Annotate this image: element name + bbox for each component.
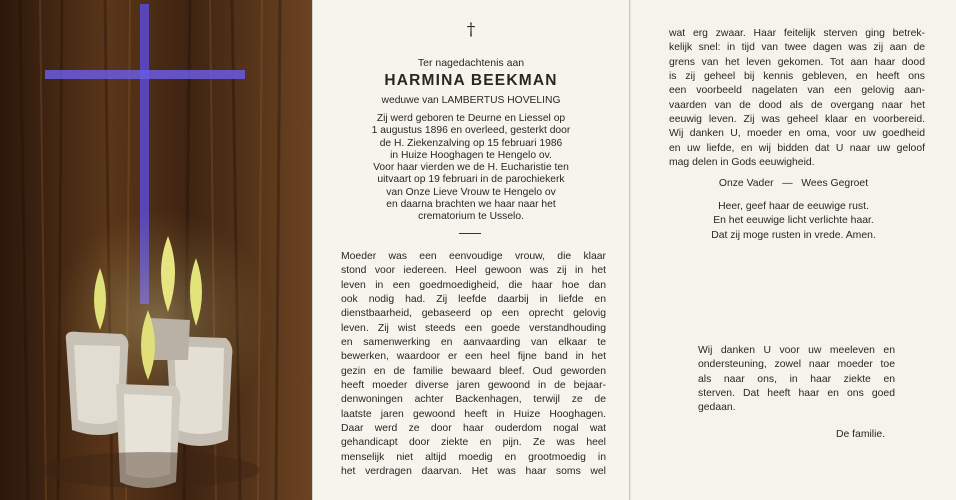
eternal-rest-verse bbox=[631, 200, 956, 243]
tribute-line: wat erg zwaar. Haar feitelijk sterven ging betrek- bbox=[669, 28, 925, 39]
thanks-line: Wij danken U voor uw meeleven en bbox=[698, 345, 895, 356]
tribute-line: leven. Zij wist steeds een goede verstandhouding bbox=[341, 322, 606, 334]
tribute-line: gehandicapt door ziekte en pijn. Ze was heel bbox=[341, 437, 606, 449]
verse-line: Heer, geef haar de eeuwige rust. bbox=[718, 201, 869, 212]
bio-line: crematorium te Usselo. bbox=[418, 211, 524, 223]
bio-line: uitvaart op 19 februari in de parochiekerk bbox=[377, 174, 565, 186]
thanks-block bbox=[698, 344, 895, 416]
tribute-line: en uw liefde, en wij bidden dat U naar uw geloof bbox=[669, 142, 925, 154]
tribute-line: menselijk niet altijd moedig en grootmoedig in bbox=[341, 451, 606, 463]
tribute-line: Moeder was een eenvoudige vrouw, die klaar bbox=[341, 251, 606, 262]
prayer-dash: — bbox=[782, 178, 793, 189]
tribute-line: vaarden van de dood als de overgang naar het bbox=[669, 99, 925, 111]
tribute-line: stond voor iedereen. Heel gewoon was zij in het bbox=[341, 265, 606, 277]
tribute-line: bewerken, waardoor er een heel fijne band in het bbox=[341, 351, 606, 363]
signature: De familie. bbox=[836, 429, 886, 440]
bio-line: en daarna brachten we haar naar het bbox=[386, 199, 556, 211]
tribute-line: gezin en de familie bewaard bleef. Oud geworden bbox=[341, 365, 606, 377]
tribute-line: Wij danken U, moeder en oma, voor uw goedheid bbox=[669, 128, 925, 140]
tribute-line: grens van het leven gekomen. Tot aan haar dood bbox=[669, 56, 925, 68]
tribute-line: mag delen in Gods eeuwigheid. bbox=[669, 157, 815, 169]
thanks-line: gedaan. bbox=[698, 402, 736, 414]
prayers-line bbox=[631, 178, 956, 189]
prayer-our-father: Onze Vader bbox=[718, 178, 774, 189]
tribute-line: dienstbaarheid, gebaseerd op een oprecht gelovig bbox=[341, 308, 606, 320]
tribute-text bbox=[341, 250, 606, 480]
memorial-card-back bbox=[631, 0, 956, 500]
verse-line: En het eeuwige licht verlichte haar. bbox=[713, 215, 874, 227]
candles-painting bbox=[0, 0, 312, 500]
bio-line: van Onze Lieve Vrouw te Hengelo ov bbox=[386, 186, 556, 198]
biography-block bbox=[313, 113, 629, 224]
bio-line: in Huize Hooghagen te Hengelo ov. bbox=[390, 149, 552, 161]
verse-line: Dat zij moge rusten in vrede. Amen. bbox=[711, 229, 876, 241]
tribute-line: kelijk snel: in tijd van twee dagen was zij aan de bbox=[669, 42, 925, 54]
cross-icon: † bbox=[466, 20, 476, 40]
tribute-line: een voorbeeld nagelaten van een gelovig aan- bbox=[669, 85, 925, 97]
tribute-continued bbox=[669, 27, 925, 170]
bio-line: 1 augustus 1896 en overleed, gesterkt door bbox=[371, 125, 571, 137]
divider bbox=[459, 233, 481, 234]
bio-line: Zij werd geboren te Deurne en Liessel op bbox=[376, 113, 566, 124]
tribute-line: en samenwerking en aanvaarding van elkaar te bbox=[341, 337, 606, 349]
bio-line: de H. Ziekenzalving op 15 februari 1986 bbox=[379, 137, 563, 149]
tribute-line: laatste jaren gewoond heeft in Huize Hooghagen. bbox=[341, 408, 606, 420]
prayer-hail-mary: Wees Gegroet bbox=[801, 178, 869, 189]
tribute-line: het verdragen daarvan. Het was haar soms wel bbox=[341, 466, 606, 478]
in-memory-heading: Ter nagedachtenis aan bbox=[417, 57, 525, 69]
tribute-line: heeft moeder diverse jaren gewoond in de bejaar- bbox=[341, 380, 606, 392]
thanks-line: als naar ons, in haar ziekte en bbox=[698, 373, 895, 385]
thanks-line: sterven. Dat heeft haar en ons goed bbox=[698, 388, 895, 400]
tribute-line: Daar werd ze door haar ouderdom nogal wat bbox=[341, 423, 606, 435]
memorial-card-front bbox=[312, 0, 630, 500]
thanks-line: ondersteuning, zowel naar moeder toe bbox=[698, 359, 895, 371]
artwork-panel bbox=[0, 0, 312, 500]
tribute-line: eeuwig leven. Zij was geheel klaar en voorbereid. bbox=[669, 114, 925, 126]
bio-line: Voor haar vierden we de H. Eucharistie ten bbox=[373, 162, 569, 174]
tribute-line: is zij geheel bij kennis gebleven, en heeft ons bbox=[669, 71, 925, 83]
tribute-line: ook nodig had. Zij leefde daarbij in liefde en bbox=[341, 294, 606, 306]
widow-of-line: weduwe van LAMBERTUS HOVELING bbox=[381, 95, 561, 106]
deceased-name: HARMINA BEEKMAN bbox=[384, 72, 558, 89]
tribute-line: denwoningen achter Backenhagen, terwijl ze de bbox=[341, 394, 606, 406]
tribute-line: leven in een goedmoedigheid, die haar hoe dan bbox=[341, 279, 606, 291]
cross-horizontal-beam bbox=[45, 70, 245, 79]
